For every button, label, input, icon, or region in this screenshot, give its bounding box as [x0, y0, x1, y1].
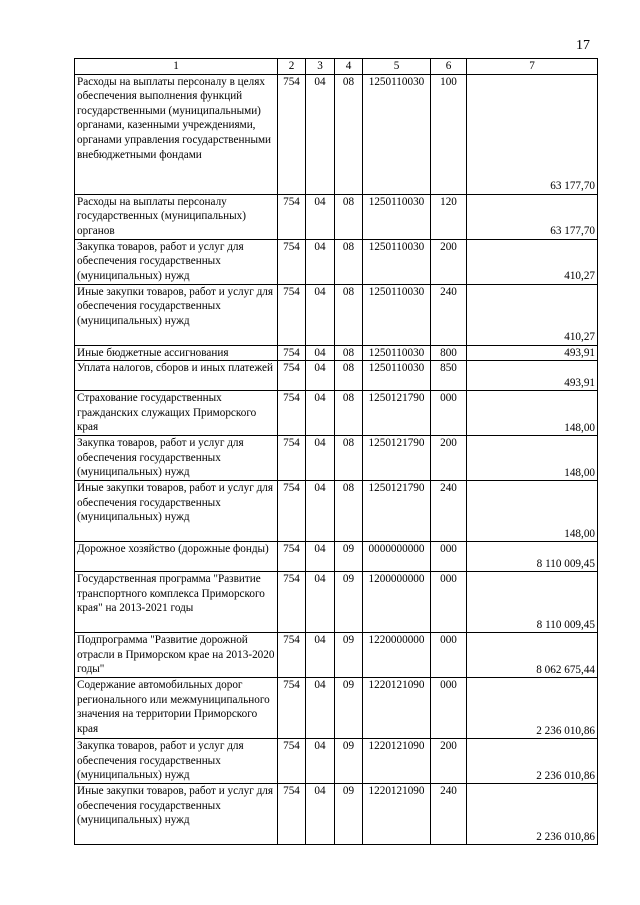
row-code-4-cell: 08 — [335, 436, 363, 481]
row-code-2-cell: 754 — [278, 542, 306, 572]
row-amount-cell: 410,27 — [467, 284, 598, 345]
row-code-2-cell: 754 — [278, 739, 306, 784]
table-row — [75, 239, 598, 284]
table-row — [75, 481, 598, 542]
row-code-5-cell: 1250110030 — [363, 194, 431, 239]
row-name-cell: Закупка товаров, работ и услуг для обеспечения государственных (муниципальных) нужд — [75, 239, 278, 284]
row-code-2-cell: 754 — [278, 572, 306, 633]
row-code-4-cell: 08 — [335, 239, 363, 284]
row-name-cell: Подпрограмма "Развитие дорожной отрасли в Приморском крае на 2013-2020 годы" — [75, 633, 278, 678]
row-amount-cell: 148,00 — [467, 436, 598, 481]
row-code-6-cell: 200 — [431, 739, 467, 784]
row-amount-cell: 8 110 009,45 — [467, 572, 598, 633]
row-code-5-cell: 1200000000 — [363, 572, 431, 633]
row-code-2-cell: 754 — [278, 284, 306, 345]
row-name-cell: Содержание автомобильных дорог регионального или межмуниципального значения на территории Приморского края — [75, 678, 278, 739]
row-code-5-cell: 1220121090 — [363, 739, 431, 784]
row-code-6-cell: 850 — [431, 361, 467, 391]
table-row — [75, 542, 598, 572]
row-code-3-cell: 04 — [306, 239, 335, 284]
table-row — [75, 572, 598, 633]
column-header: 4 — [335, 59, 363, 75]
row-code-3-cell: 04 — [306, 481, 335, 542]
column-header: 3 — [306, 59, 335, 75]
row-code-6-cell: 000 — [431, 572, 467, 633]
row-code-3-cell: 04 — [306, 194, 335, 239]
table-row — [75, 74, 598, 194]
row-amount-cell: 8 110 009,45 — [467, 542, 598, 572]
row-code-4-cell: 09 — [335, 678, 363, 739]
row-code-2-cell: 754 — [278, 194, 306, 239]
row-code-3-cell: 04 — [306, 345, 335, 361]
table-row — [75, 436, 598, 481]
row-amount-cell: 410,27 — [467, 239, 598, 284]
table-row — [75, 284, 598, 345]
row-code-4-cell: 08 — [335, 361, 363, 391]
row-name-cell: Иные бюджетные ассигнования — [75, 345, 278, 361]
budget-table — [74, 58, 598, 845]
row-code-6-cell: 000 — [431, 542, 467, 572]
row-code-2-cell: 754 — [278, 345, 306, 361]
row-code-6-cell: 800 — [431, 345, 467, 361]
column-header: 2 — [278, 59, 306, 75]
column-header: 6 — [431, 59, 467, 75]
row-code-2-cell: 754 — [278, 391, 306, 436]
row-code-4-cell: 09 — [335, 633, 363, 678]
row-amount-cell: 2 236 010,86 — [467, 739, 598, 784]
column-header: 1 — [75, 59, 278, 75]
row-code-3-cell: 04 — [306, 436, 335, 481]
row-code-2-cell: 754 — [278, 633, 306, 678]
table-row — [75, 361, 598, 391]
row-name-cell: Иные закупки товаров, работ и услуг для обеспечения государственных (муниципальных) нужд — [75, 481, 278, 542]
row-code-6-cell: 200 — [431, 436, 467, 481]
row-code-4-cell: 08 — [335, 391, 363, 436]
row-code-6-cell: 240 — [431, 284, 467, 345]
row-code-2-cell: 754 — [278, 239, 306, 284]
row-code-5-cell: 1250121790 — [363, 391, 431, 436]
table-row — [75, 678, 598, 739]
row-code-5-cell: 1250110030 — [363, 361, 431, 391]
row-name-cell: Уплата налогов, сборов и иных платежей — [75, 361, 278, 391]
row-code-6-cell: 120 — [431, 194, 467, 239]
row-code-3-cell: 04 — [306, 784, 335, 845]
row-code-4-cell: 09 — [335, 542, 363, 572]
row-amount-cell: 493,91 — [467, 345, 598, 361]
row-code-5-cell: 1220000000 — [363, 633, 431, 678]
table-row — [75, 633, 598, 678]
row-code-5-cell: 1220121090 — [363, 784, 431, 845]
row-name-cell: Закупка товаров, работ и услуг для обеспечения государственных (муниципальных) нужд — [75, 739, 278, 784]
table-row — [75, 194, 598, 239]
column-header: 7 — [467, 59, 598, 75]
row-code-5-cell: 1250110030 — [363, 74, 431, 194]
row-amount-cell: 63 177,70 — [467, 74, 598, 194]
row-name-cell: Иные закупки товаров, работ и услуг для обеспечения государственных (муниципальных) нужд — [75, 784, 278, 845]
row-name-cell: Расходы на выплаты персоналу государственных (муниципальных) органов — [75, 194, 278, 239]
row-code-4-cell: 09 — [335, 572, 363, 633]
row-code-4-cell: 09 — [335, 784, 363, 845]
column-header: 5 — [363, 59, 431, 75]
row-amount-cell: 2 236 010,86 — [467, 784, 598, 845]
row-code-3-cell: 04 — [306, 391, 335, 436]
row-code-4-cell: 08 — [335, 345, 363, 361]
row-code-2-cell: 754 — [278, 74, 306, 194]
row-code-2-cell: 754 — [278, 678, 306, 739]
row-code-4-cell: 08 — [335, 284, 363, 345]
row-code-2-cell: 754 — [278, 361, 306, 391]
table-row — [75, 391, 598, 436]
row-name-cell: Расходы на выплаты персоналу в целях обеспечения выполнения функций государственными (муниципальными) органами, казенными учреждениями, органами управления государственными внебюджетными фондами — [75, 74, 278, 194]
row-code-5-cell: 1220121090 — [363, 678, 431, 739]
row-amount-cell: 2 236 010,86 — [467, 678, 598, 739]
row-code-5-cell: 1250110030 — [363, 345, 431, 361]
row-amount-cell: 63 177,70 — [467, 194, 598, 239]
row-code-3-cell: 04 — [306, 284, 335, 345]
page-number: 17 — [576, 38, 590, 53]
table-row — [75, 784, 598, 845]
row-code-5-cell: 1250121790 — [363, 481, 431, 542]
row-code-6-cell: 240 — [431, 784, 467, 845]
row-code-6-cell: 100 — [431, 74, 467, 194]
row-amount-cell: 493,91 — [467, 361, 598, 391]
row-code-3-cell: 04 — [306, 74, 335, 194]
row-code-2-cell: 754 — [278, 784, 306, 845]
row-code-4-cell: 08 — [335, 481, 363, 542]
row-code-2-cell: 754 — [278, 481, 306, 542]
table-row — [75, 345, 598, 361]
row-name-cell: Закупка товаров, работ и услуг для обеспечения государственных (муниципальных) нужд — [75, 436, 278, 481]
row-code-4-cell: 08 — [335, 74, 363, 194]
row-name-cell: Страхование государственных гражданских служащих Приморского края — [75, 391, 278, 436]
table-header-row — [75, 59, 598, 75]
row-code-3-cell: 04 — [306, 542, 335, 572]
row-name-cell: Дорожное хозяйство (дорожные фонды) — [75, 542, 278, 572]
row-code-6-cell: 000 — [431, 391, 467, 436]
row-name-cell: Государственная программа "Развитие транспортного комплекса Приморского края" на 2013-2021 годы — [75, 572, 278, 633]
row-code-4-cell: 09 — [335, 739, 363, 784]
row-code-5-cell: 1250121790 — [363, 436, 431, 481]
row-code-3-cell: 04 — [306, 572, 335, 633]
row-code-6-cell: 000 — [431, 678, 467, 739]
row-code-5-cell: 1250110030 — [363, 284, 431, 345]
row-code-3-cell: 04 — [306, 678, 335, 739]
row-amount-cell: 148,00 — [467, 391, 598, 436]
row-code-6-cell: 200 — [431, 239, 467, 284]
row-code-3-cell: 04 — [306, 361, 335, 391]
row-code-2-cell: 754 — [278, 436, 306, 481]
row-amount-cell: 8 062 675,44 — [467, 633, 598, 678]
row-code-3-cell: 04 — [306, 633, 335, 678]
row-code-4-cell: 08 — [335, 194, 363, 239]
row-code-6-cell: 240 — [431, 481, 467, 542]
row-code-5-cell: 0000000000 — [363, 542, 431, 572]
row-code-3-cell: 04 — [306, 739, 335, 784]
row-name-cell: Иные закупки товаров, работ и услуг для обеспечения государственных (муниципальных) нужд — [75, 284, 278, 345]
row-amount-cell: 148,00 — [467, 481, 598, 542]
table-row — [75, 739, 598, 784]
row-code-6-cell: 000 — [431, 633, 467, 678]
row-code-5-cell: 1250110030 — [363, 239, 431, 284]
